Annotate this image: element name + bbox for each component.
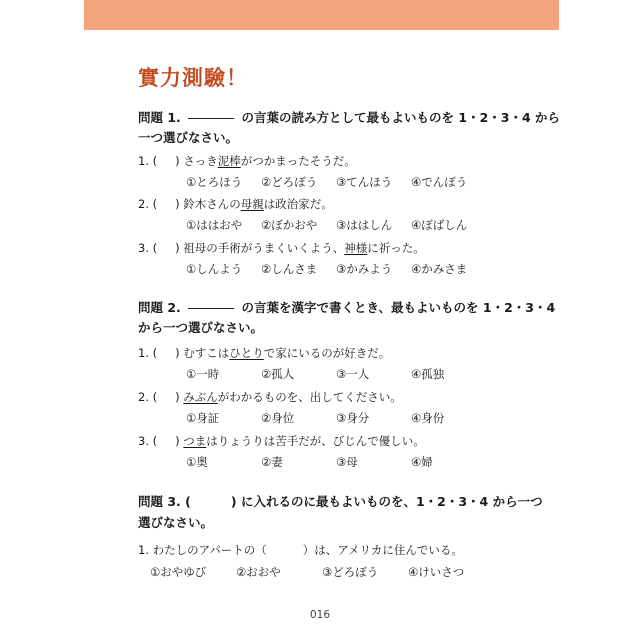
options-row xyxy=(186,174,467,190)
question-target-word: 神様 xyxy=(344,241,368,255)
section1-instruction: の言葉の読み方として最もよいものを 1・2・3・4 から xyxy=(241,110,561,125)
question-text: がわかるものを、出してください。 xyxy=(217,390,402,404)
question-text: わたしのアパートの（ xyxy=(152,543,267,557)
option[interactable]: ②おおや xyxy=(236,565,281,579)
question-text: むすこは xyxy=(183,346,230,360)
question-paren-close: ) xyxy=(175,390,180,404)
question-number: 2. ( xyxy=(138,390,158,404)
option[interactable]: ③ははしん xyxy=(336,218,393,232)
section1-instruction-line2: 一つ選びなさい。 xyxy=(138,130,239,145)
question-text: はりょうりは苦手だが、びじんで優しい。 xyxy=(206,434,425,448)
option[interactable]: ④けいさつ xyxy=(408,565,465,579)
section3-label: 問題 3. ( xyxy=(138,494,191,509)
option[interactable]: ①しんよう xyxy=(186,262,243,276)
question-target-word: 母親 xyxy=(240,197,264,211)
options-row xyxy=(186,454,433,470)
question-text: さっき xyxy=(183,154,218,168)
option[interactable]: ②しんさま xyxy=(261,262,318,276)
section1-heading xyxy=(138,108,560,126)
section3-instruction-line2: 選びなさい。 xyxy=(138,515,214,530)
option[interactable]: ④ぼばしん xyxy=(411,218,468,232)
section2-instruction: の言葉を漢字で書くとき、最もよいものを 1・2・3・4 xyxy=(241,300,556,315)
option[interactable]: ①ははおや xyxy=(186,218,243,232)
section3-label-close: ) xyxy=(230,494,237,509)
option[interactable]: ①とろほう xyxy=(186,175,243,189)
question-target-word: みぶん xyxy=(183,390,218,404)
option[interactable]: ③母 xyxy=(336,455,358,469)
question-paren-close: ) xyxy=(175,434,180,448)
section2-heading xyxy=(138,298,555,316)
question-target-word: ひとり xyxy=(229,346,264,360)
question-text: 鈴木さんの xyxy=(183,197,241,211)
question-paren-close: ) xyxy=(175,346,180,360)
option[interactable]: ④婦 xyxy=(411,455,433,469)
option[interactable]: ③どろぼう xyxy=(322,565,379,579)
question-text: ）は、アメリカに住んでいる。 xyxy=(302,543,463,557)
option[interactable]: ①おやゆび xyxy=(150,565,207,579)
option[interactable]: ②孤人 xyxy=(261,367,295,381)
section2-label: 問題 2. xyxy=(138,300,181,315)
option[interactable]: ④孤独 xyxy=(411,367,445,381)
option[interactable]: ②身位 xyxy=(261,411,295,425)
question-number: 2. ( xyxy=(138,197,158,211)
question xyxy=(138,240,425,256)
question-number: 1. ( xyxy=(138,346,158,360)
header-band xyxy=(84,0,559,30)
page-number: 016 xyxy=(309,609,331,621)
question-number: 1. ( xyxy=(138,154,158,168)
question xyxy=(138,389,402,405)
option[interactable]: ②妻 xyxy=(261,455,283,469)
section1-blank xyxy=(188,118,234,119)
options-row xyxy=(186,410,444,426)
question xyxy=(138,433,425,449)
question-text: 祖母の手術がうまくいくよう、 xyxy=(183,241,345,255)
page-title: 實力測驗！ xyxy=(138,65,248,90)
section2-instruction-line2: から一つ選びなさい。 xyxy=(138,320,264,335)
option[interactable]: ④でんぼう xyxy=(411,175,468,189)
question-target-word: つま xyxy=(183,434,207,448)
section1-label: 問題 1. xyxy=(138,110,181,125)
question-paren-close: ) xyxy=(175,241,180,255)
section3-instruction: に入れるのに最もよいものを、1・2・3・4 から一つ xyxy=(240,494,543,509)
question-number: 3. ( xyxy=(138,241,158,255)
option[interactable]: ②ぼかおや xyxy=(261,218,318,232)
option[interactable]: ②どろぼう xyxy=(261,175,318,189)
question-text: は政治家だ。 xyxy=(263,197,333,211)
question xyxy=(138,345,390,361)
option[interactable]: ③一人 xyxy=(336,367,370,381)
question-text: に祈った。 xyxy=(367,241,425,255)
question xyxy=(138,542,463,558)
option[interactable]: ③身分 xyxy=(336,411,370,425)
section3-heading xyxy=(138,492,543,510)
options-row xyxy=(186,366,444,382)
option[interactable]: ③かみよう xyxy=(336,262,393,276)
question-target-word: 泥棒 xyxy=(217,154,241,168)
question-paren-close: ) xyxy=(175,154,180,168)
question xyxy=(138,196,333,212)
options-row xyxy=(186,217,467,233)
question-text: で家にいるのが好きだ。 xyxy=(263,346,391,360)
question-text: がつかまったそうだ。 xyxy=(240,154,356,168)
option[interactable]: ④身份 xyxy=(411,411,445,425)
options-row xyxy=(150,564,464,580)
option[interactable]: ①身証 xyxy=(186,411,220,425)
question xyxy=(138,153,356,169)
question-number: 1. xyxy=(138,543,149,557)
question-number: 3. ( xyxy=(138,434,158,448)
question-paren-close: ) xyxy=(175,197,180,211)
option[interactable]: ④かみさま xyxy=(411,262,468,276)
option[interactable]: ③てんほう xyxy=(336,175,393,189)
option[interactable]: ①奥 xyxy=(186,455,208,469)
option[interactable]: ①一時 xyxy=(186,367,220,381)
section2-blank xyxy=(188,308,234,309)
options-row xyxy=(186,261,467,277)
